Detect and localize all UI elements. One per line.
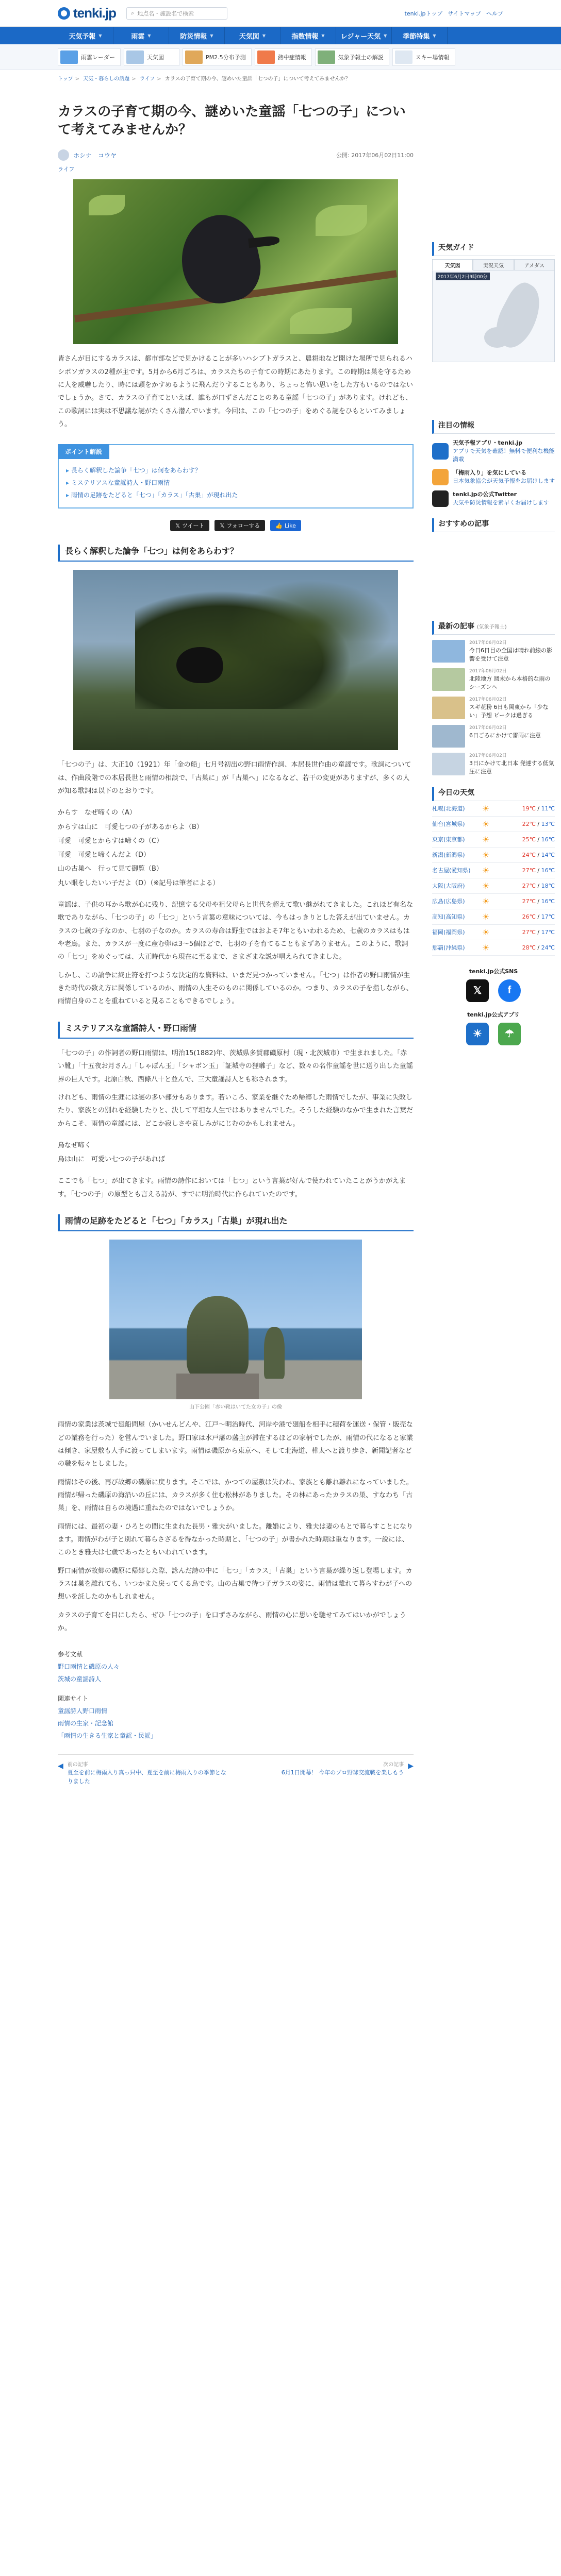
next-title: 6月1日開幕！ 今年のプロ野球交流戦を楽しもう [281, 1769, 404, 1776]
sun-icon: ☀ [482, 834, 490, 844]
x-logo-icon: 𝕏 [220, 522, 225, 529]
global-nav [0, 27, 561, 44]
notice-desc: 天気や防災情報を素早くお届けします [453, 499, 549, 506]
temp-low: 17℃ [541, 913, 555, 920]
nav-item-season[interactable] [392, 27, 448, 44]
temp-high: 27℃ [522, 928, 536, 936]
sidebar [432, 242, 555, 1057]
section1-paragraph: 童謡は、子供の耳から歌が心に残り、記憶する父母や祖父母らと世代を超えて歌い継がれてきました。これほど有名な歌でありながら、「七つの子」の「七つ」という言葉の意味については、今もはっきりとした答えが出ていません。カラスの七歳の子なのか、七羽の子なのか。カラスの寿命は野生ではおよそ7年ともいわれるため、七歳のカラスはもはや老鳥。また、カラスが一度に産む卵は3～5個ほどで、七羽の子を育てることもまずありません。このように、歌詞の「七つ」をめぐっては、大正時代から現在に至るまで、さまざまな説が唱えられてきました。 [58, 901, 414, 961]
temp-range: 27℃ / 16℃ [522, 897, 555, 905]
toc-item[interactable]: ▸ ミステリアスな童謡詩人・野口雨情 [66, 477, 405, 489]
news-thumb [432, 753, 465, 775]
temp-low: 16℃ [541, 867, 555, 874]
lyrics-line: からすは山に 可愛七つの子があるからよ（B） [58, 823, 203, 831]
subnav-chip-pm25[interactable] [183, 48, 252, 66]
tab-chart[interactable]: 天気図 [432, 259, 473, 270]
sun-icon: ☀ [482, 865, 490, 875]
related-link[interactable]: 雨情の生家・記念館 [58, 1720, 114, 1727]
prev-article-link[interactable] [58, 1761, 228, 1786]
city-row[interactable] [432, 817, 555, 832]
latest-widget [432, 621, 555, 776]
expert-thumb-icon [318, 50, 335, 64]
like-button[interactable] [270, 520, 301, 531]
widget-title [432, 621, 555, 635]
widget-title: 今日の天気 [432, 787, 555, 801]
news-thumb [432, 697, 465, 719]
weather-map[interactable] [432, 270, 555, 362]
next-article-link[interactable] [243, 1761, 414, 1786]
notice-title: tenki.jpの公式Twitter [453, 490, 517, 498]
city-row[interactable] [432, 878, 555, 894]
today-weather-widget [432, 787, 555, 956]
japan-map-shape [484, 327, 510, 348]
search-placeholder: 地点名・施設名で検索 [137, 10, 194, 17]
lyrics-block [58, 806, 414, 890]
city-name: 大阪(大阪府) [432, 883, 465, 889]
author-name[interactable]: ホシナ コウヤ [73, 151, 117, 159]
city-name: 福岡(福岡県) [432, 929, 465, 936]
tenki-app-icon[interactable]: ☀ [466, 1023, 489, 1045]
temp-high: 25℃ [522, 836, 536, 843]
recommend-widget [432, 518, 555, 609]
news-thumb [432, 640, 465, 663]
chevron-down-icon: ▼ [321, 33, 325, 38]
temp-low: 11℃ [541, 805, 555, 812]
breadcrumb-item[interactable]: 天気・暮らしの話題 [83, 76, 130, 82]
related-link[interactable]: 童謡詩人野口雨情 [58, 1707, 108, 1715]
temp-range: 27℃ / 17℃ [522, 928, 555, 936]
hero-image [73, 179, 398, 344]
pine-tree-shape [228, 580, 393, 673]
article-meta [58, 149, 414, 161]
lyrics-line: 烏なぜ啼く [58, 1141, 92, 1149]
intro-paragraph: 皆さんが目にするカラスは、都市部などで見かけることが多いハシブトガラスと、農耕地など開けた場所で見られるハシボソガラスの2種が主です。5月から6月ごろは、カラスたちの子育ての時期にあたります。この時期は巣を守るために人を威嚇したり、時には頭をかすめるように飛んだりすることもあり、ちょっと怖い思いをした方もいるのではないでしょうか。さて、カラスの子育てといえば、誰もが口ずさんだことのある童謡「七つの子」があります。けれども、この歌詞には実は不思議な謎がたくさん潜んでいます。今回は、この「七つの子」をめぐる謎をひもといてみましょう。 [58, 355, 414, 428]
city-row[interactable] [432, 801, 555, 817]
city-name: 新潟(新潟県) [432, 852, 465, 858]
toc-item[interactable]: ▸ 長らく解釈した論争「七つ」は何をあらわす？ [66, 464, 405, 477]
subnav-chip-heat[interactable] [255, 48, 312, 66]
news-item[interactable] [432, 668, 555, 691]
toc-item[interactable]: ▸ 雨情の足跡をたどると「七つ」「カラス」「古巣」が現れ出た [66, 489, 405, 501]
facebook-icon[interactable]: f [498, 979, 521, 1002]
temp-low: 13℃ [541, 820, 555, 827]
lyrics-line: 可愛 可愛とからすは啼くの（C） [58, 837, 163, 845]
publish-date: 公開: 2017年06月02日11:00 [336, 152, 414, 159]
top-bar [0, 0, 561, 27]
news-thumb [432, 725, 465, 748]
lyrics-line: 可愛 可愛と啼くんだよ（D） [58, 851, 151, 859]
sub-nav [0, 44, 561, 70]
temp-low: 14℃ [541, 851, 555, 858]
tab-amedas[interactable]: アメダス [514, 259, 555, 270]
site-logo[interactable] [58, 5, 116, 21]
lyrics-block [58, 1139, 414, 1167]
x-logo-icon[interactable]: 𝕏 [466, 979, 489, 1002]
chip-label: PM2.5分布予測 [206, 54, 246, 61]
subnav-chip-expert[interactable] [315, 48, 389, 66]
news-title: スギ花粉 6日も関東から「少ない」予想 ピークは過ぎる [469, 703, 549, 719]
tenki-radar-app-icon[interactable]: ☂ [498, 1023, 521, 1045]
toc-heading: ポイント解説 [58, 444, 109, 459]
related-link[interactable]: 「雨情の生きる生家と童謡・民謡」 [58, 1732, 157, 1740]
next-label: 次の記事 [383, 1762, 404, 1768]
subnav-chip-chart[interactable] [124, 48, 179, 66]
temp-low: 18℃ [541, 882, 555, 889]
sun-icon: ☀ [482, 880, 490, 891]
city-name: 東京(東京都) [432, 836, 465, 843]
temp-range: 27℃ / 16℃ [522, 867, 555, 874]
breadcrumb-item[interactable]: ライフ [139, 76, 155, 82]
city-row[interactable] [432, 925, 555, 940]
widget-title: 天気ガイド [432, 242, 555, 256]
temp-high: 27℃ [522, 867, 536, 874]
temp-range: 19℃ / 11℃ [522, 805, 555, 812]
breadcrumb-separator: > [75, 76, 80, 82]
chevron-down-icon: ▼ [210, 33, 213, 38]
table-of-contents [58, 444, 414, 509]
news-title: 今日6日目の全国は晴れ前線の影響を受けて注意 [469, 647, 552, 662]
prev-label: 前の記事 [67, 1762, 88, 1768]
nav-item-leisure[interactable] [336, 27, 392, 44]
news-thumb [432, 668, 465, 691]
lyrics-line: からす なぜ啼くの（A） [58, 809, 136, 817]
city-row[interactable] [432, 894, 555, 909]
notice-title: 天気予報アプリ・tenki.jp [453, 439, 523, 446]
temp-high: 28℃ [522, 944, 536, 951]
ski-thumb-icon [395, 50, 412, 64]
temp-low: 17℃ [541, 928, 555, 936]
girl-statue-shape [264, 1327, 285, 1379]
temp-low: 16℃ [541, 897, 555, 905]
weather-guide-widget [432, 242, 555, 362]
statue-photo [109, 1240, 362, 1399]
nav-item-chart[interactable] [225, 27, 280, 44]
city-name: 那覇(沖縄県) [432, 944, 465, 951]
nav-label: 天気予報 [69, 32, 96, 41]
subnav-chip-radar[interactable] [58, 48, 121, 66]
reference-item[interactable]: 野口雨情と磯原の人々 [58, 1663, 120, 1671]
temp-range: 27℃ / 18℃ [522, 882, 555, 889]
city-row[interactable] [432, 940, 555, 956]
leaf-shape [316, 205, 367, 236]
share-buttons [58, 520, 414, 531]
heat-thumb-icon [257, 50, 275, 64]
nav-item-index[interactable] [280, 27, 336, 44]
breadcrumb-separator: > [157, 76, 161, 82]
notice-item[interactable] [432, 439, 555, 464]
temp-range: 26℃ / 17℃ [522, 913, 555, 920]
tab-live[interactable]: 実況天気 [473, 259, 514, 270]
city-name: 札幌(北海道) [432, 805, 465, 812]
nav-label: 防災情報 [180, 32, 207, 41]
leaf-shape [290, 308, 352, 334]
news-item[interactable] [432, 725, 555, 748]
section3-paragraph: 雨情には、最初の妻・ひろとの間に生まれた長男・雅夫がいました。離婚により、雅夫は妻のもとで暮らすことになります。雨情がわが子と別れて暮らさざるを得なかった時期と、「七つの子」が書かれた時期は重なります。一説には、このとき雅夫は七歳であったともいわれています。 [58, 1522, 414, 1557]
radar-thumb-icon [60, 50, 78, 64]
search-input[interactable] [126, 7, 227, 20]
nav-item-rain[interactable] [113, 27, 169, 44]
news-title: 3日にかけて北日本 発達する低気圧に注意 [469, 759, 554, 775]
temp-high: 22℃ [522, 820, 536, 827]
city-name: 広島(広島県) [432, 898, 465, 905]
chart-thumb-icon [126, 50, 144, 64]
news-date: 2017年06月02日 [469, 697, 507, 702]
sun-icon: ☀ [482, 850, 490, 860]
breadcrumb-current: カラスの子育て期の今、謎めいた童謡「七つの子」について考えてみませんか？ [164, 76, 351, 82]
news-title: 北陸地方 週末から本格的な雨のシーズンへ [469, 675, 551, 690]
city-name: 高知(高知県) [432, 913, 465, 920]
lyrics-line: 山の古巣へ 行って見て御覧（B） [58, 865, 163, 873]
leaf-shape [89, 195, 125, 215]
chevron-right-icon: ▶ [408, 1762, 414, 1771]
chip-label: 熱中症情報 [277, 54, 306, 61]
x-logo-icon: 𝕏 [175, 522, 180, 529]
prev-title: 夏至を前に梅雨入り真っ只中、夏至を前に梅雨入りの季節となりました [67, 1769, 226, 1785]
guide-tabs [432, 259, 555, 270]
temp-range: 28℃ / 24℃ [522, 944, 555, 951]
news-item[interactable] [432, 753, 555, 776]
notice-desc: アプリで天気を確認！無料で便利な機能満載 [453, 447, 555, 463]
sun-icon: ☀ [482, 819, 490, 829]
ad-space [432, 374, 555, 420]
news-item[interactable] [432, 640, 555, 663]
breadcrumb-separator: > [131, 76, 136, 82]
chip-label: スキー場情報 [415, 54, 450, 61]
notice-item[interactable] [432, 490, 555, 507]
nav-label: 天気図 [239, 32, 259, 41]
section3-paragraph: 雨情はその後、再び故郷の磯原に戻ります。そこでは、かつての屋敷は失われ、家族とも離れ離れになっていました。雨情が帰った磯原の海沿いの丘には、カラスが多く住む松林がありました。その林にあったカラスの巣、すなわち「古巣」を、雨情は自らの境遇に重ねたのではないでしょうか。 [58, 1478, 413, 1513]
breadcrumb [0, 70, 561, 86]
follow-button[interactable] [214, 520, 265, 531]
city-list [432, 801, 555, 956]
logo-text: tenki.jp [73, 5, 117, 21]
sns-widget [432, 967, 555, 1045]
related-label: 関連サイト [58, 1695, 89, 1703]
temp-range: 22℃ / 13℃ [522, 820, 555, 827]
pedestal-shape [176, 1374, 259, 1399]
news-item[interactable] [432, 697, 555, 720]
city-row[interactable] [432, 909, 555, 925]
umbrella-icon [432, 469, 449, 485]
top-link[interactable]: ヘルプ [486, 10, 503, 17]
section2-paragraph: ここでも「七つ」が出てきます。雨情の詩作においては「七つ」という言葉が好んで使われていたことがうかがえます。「七つの子」の原型とも言える詩が、すでに明治時代に作られていたのです。 [58, 1177, 406, 1198]
sun-logo-icon [58, 7, 70, 20]
map-timestamp: 2017年6月2日9時00分 [436, 273, 490, 280]
like-label: Like [284, 522, 296, 529]
top-link[interactable]: tenki.jpトップ [404, 10, 443, 17]
temp-high: 26℃ [522, 913, 536, 920]
section3-paragraph: カラスの子育てを目にしたら、ぜひ「七つの子」を口ずさみながら、雨情の心に思いを馳せてみてはいかがでしょうか。 [58, 1611, 406, 1632]
temp-high: 27℃ [522, 897, 536, 905]
tweet-button[interactable] [170, 520, 209, 531]
temp-low: 16℃ [541, 836, 555, 843]
recommend-space [432, 532, 555, 609]
city-row[interactable] [432, 832, 555, 848]
x-logo-icon [432, 490, 449, 507]
notice-desc: 日本気象協会が天気予報をお届けします [453, 477, 555, 484]
temp-range: 24℃ / 14℃ [522, 851, 555, 858]
nav-item-disaster[interactable] [169, 27, 225, 44]
temp-high: 27℃ [522, 882, 536, 889]
news-title: 6日ごろにかけて雷雨に注意 [469, 732, 541, 739]
sns-label: tenki.jp公式SNS [469, 968, 518, 975]
avatar [58, 149, 69, 161]
references [58, 1648, 414, 1742]
page-title: カラスの子育て期の今、謎めいた童謡「七つの子」について考えてみませんか？ [58, 104, 406, 138]
tweet-label: ツイート [182, 522, 205, 530]
section-heading: 雨情の足跡をたどると「七つ」「カラス」「古巣」が現れ出た [58, 1214, 414, 1231]
nav-label: 季節特集 [403, 32, 430, 41]
crow-shape [176, 647, 223, 683]
search-icon: ⌕ [131, 9, 135, 16]
lyrics-line: 丸い眼をしたいい子だよ（D）（※記号は筆者による） [58, 879, 220, 887]
notice-title: 「梅雨入り」を気にしている [453, 469, 526, 476]
chevron-left-icon: ◀ [58, 1762, 63, 1771]
section3-paragraph: 野口雨情が故郷の磯原に帰郷した際、詠んだ詩の中に「七つ」「カラス」「古巣」という言葉が繰り返し登場します。カラスは巣を離れても、いつかまた戻ってくる鳥です。山の古巣で待つ子ガラスの姿に、雨情は離れて暮らすわが子への想いを託したのかもしれません。 [58, 1567, 412, 1601]
pine-crow-photo [73, 570, 398, 750]
article [58, 88, 414, 1786]
section-heading: ミステリアスな童謡詩人・野口雨情 [58, 1022, 414, 1039]
category-tag[interactable]: ライフ [58, 166, 75, 173]
latest-title: 最新の記事 [438, 622, 474, 631]
nav-item-forecast[interactable] [58, 27, 113, 44]
widget-title: 注目の情報 [432, 420, 555, 434]
sun-icon: ☀ [482, 896, 490, 906]
section-heading: 長らく解釈した論争「七つ」は何をあらわす？ [58, 545, 414, 562]
city-row[interactable] [432, 848, 555, 863]
app-label: tenki.jp公式アプリ [467, 1011, 520, 1018]
temp-high: 24℃ [522, 851, 536, 858]
sun-icon: ☀ [482, 927, 490, 937]
temp-low: 24℃ [541, 944, 555, 951]
pm25-thumb-icon [185, 50, 203, 64]
top-links [405, 9, 503, 18]
notice-widget [432, 420, 555, 507]
app-icon [432, 443, 449, 460]
sun-icon: ☀ [482, 942, 490, 953]
thumbs-up-icon: 👍 [275, 522, 283, 529]
sun-icon: ☀ [482, 803, 490, 814]
latest-subtitle: (気象予報士) [476, 624, 507, 630]
nav-label: 雨雲 [131, 32, 145, 41]
section3-paragraph: 雨情の家業は茨城で廻船問屋（かいせんどんや、江戸～明治時代、河岸や港で廻船を相手に積荷を運送・保管・販売などの業務を行った）を営んでいました。野口家は水戸藩の藩主が滞在するほどの家柄でしたが、雨情の代になると家業は傾き、家屋敷も人手に渡ってしまいます。雨情は磯原から東京へ、そして北海道、樺太へと渡り歩き、新聞記者などの職を転々としました。 [58, 1421, 414, 1468]
chip-label: 雨雲レーダー [81, 54, 115, 61]
chip-label: 天気図 [147, 54, 164, 61]
temp-range: 25℃ / 16℃ [522, 836, 555, 843]
notice-item[interactable] [432, 469, 555, 485]
nav-label: 指数情報 [291, 32, 319, 41]
lyrics-line: 烏は山に 可愛い七つの子があれば [58, 1156, 166, 1164]
subnav-chip-ski[interactable] [392, 48, 455, 66]
references-label: 参考文献 [58, 1651, 83, 1658]
widget-title: おすすめの記事 [432, 518, 555, 532]
news-date: 2017年06月02日 [469, 725, 507, 731]
news-date: 2017年06月02日 [469, 668, 507, 674]
city-name: 仙台(宮城県) [432, 821, 465, 827]
statue-shape [187, 1296, 249, 1379]
nav-label: レジャー天気 [340, 32, 381, 41]
news-date: 2017年06月02日 [469, 640, 507, 646]
article-pager [58, 1754, 414, 1786]
follow-label: フォローする [226, 522, 260, 530]
section2-paragraph: けれども、雨情の生涯には謎の多い部分もあります。若いころ、家業を継ぐため帰郷した雨情でしたが、事業に失敗したり、家族との別れを経験したりと、決して平坦な人生ではありませんでした。そうした経験のなかで生まれた言葉だからこそ、雨情の童謡には、どこか寂しさや哀しみがにじむのかもしれません。 [58, 1093, 414, 1128]
chevron-down-icon: ▼ [433, 33, 436, 38]
section1-paragraph: 「七つの子」は、大正10（1921）年「金の船」七月号初出の野口雨情作詞、本居長世作曲の童謡です。歌詞については、作曲段階での本居長世と雨情の相談で、「古巣に」が「古巣へ」になるなど、若干の変更がありますが、多くの人が知る歌詞は以下のとおりです。 [58, 761, 411, 795]
chevron-down-icon: ▼ [147, 33, 151, 38]
temp-high: 19℃ [522, 805, 536, 812]
section1-paragraph: しかし、この論争に終止符を打つような決定的な資料は、いまだ見つかっていません。「七つ」は作者の野口雨情が生きた時代の数え方に関係しているのか、雨情の人生そのものに関係しているのか。つまり、カラスの子を指しながら、雨情自身のことを重ねていると見ることもできるでしょう。 [58, 971, 413, 1006]
section2-paragraph: 「七つの子」の作詞者の野口雨情は、明治15(1882)年、茨城県多賀郡磯原村（現・北茨城市）で生まれました。「赤い靴」「十五夜お月さん」「しゃぼん玉」「シャボン玉」「証城寺の狸囃子」など、数々の名作童謡を世に送り出した童謡界の巨人です。北原白秋、西條八十と並んで、三大童謡詩人とも称されます。 [58, 1049, 413, 1083]
chevron-down-icon: ▼ [262, 33, 266, 38]
chevron-down-icon: ▼ [384, 33, 387, 38]
sun-icon: ☀ [482, 911, 490, 922]
city-name: 名古屋(愛知県) [432, 867, 471, 874]
reference-item[interactable]: 茨城の童謡詩人 [58, 1675, 102, 1683]
news-date: 2017年06月02日 [469, 753, 507, 758]
chip-label: 気象予報士の解説 [338, 54, 384, 61]
city-row[interactable] [432, 863, 555, 878]
top-link[interactable]: サイトマップ [448, 10, 481, 17]
photo-caption: 山下公園「赤い靴はいてた女の子」の像 [189, 1404, 282, 1411]
chevron-down-icon: ▼ [98, 33, 102, 38]
breadcrumb-item[interactable]: トップ [58, 76, 73, 82]
